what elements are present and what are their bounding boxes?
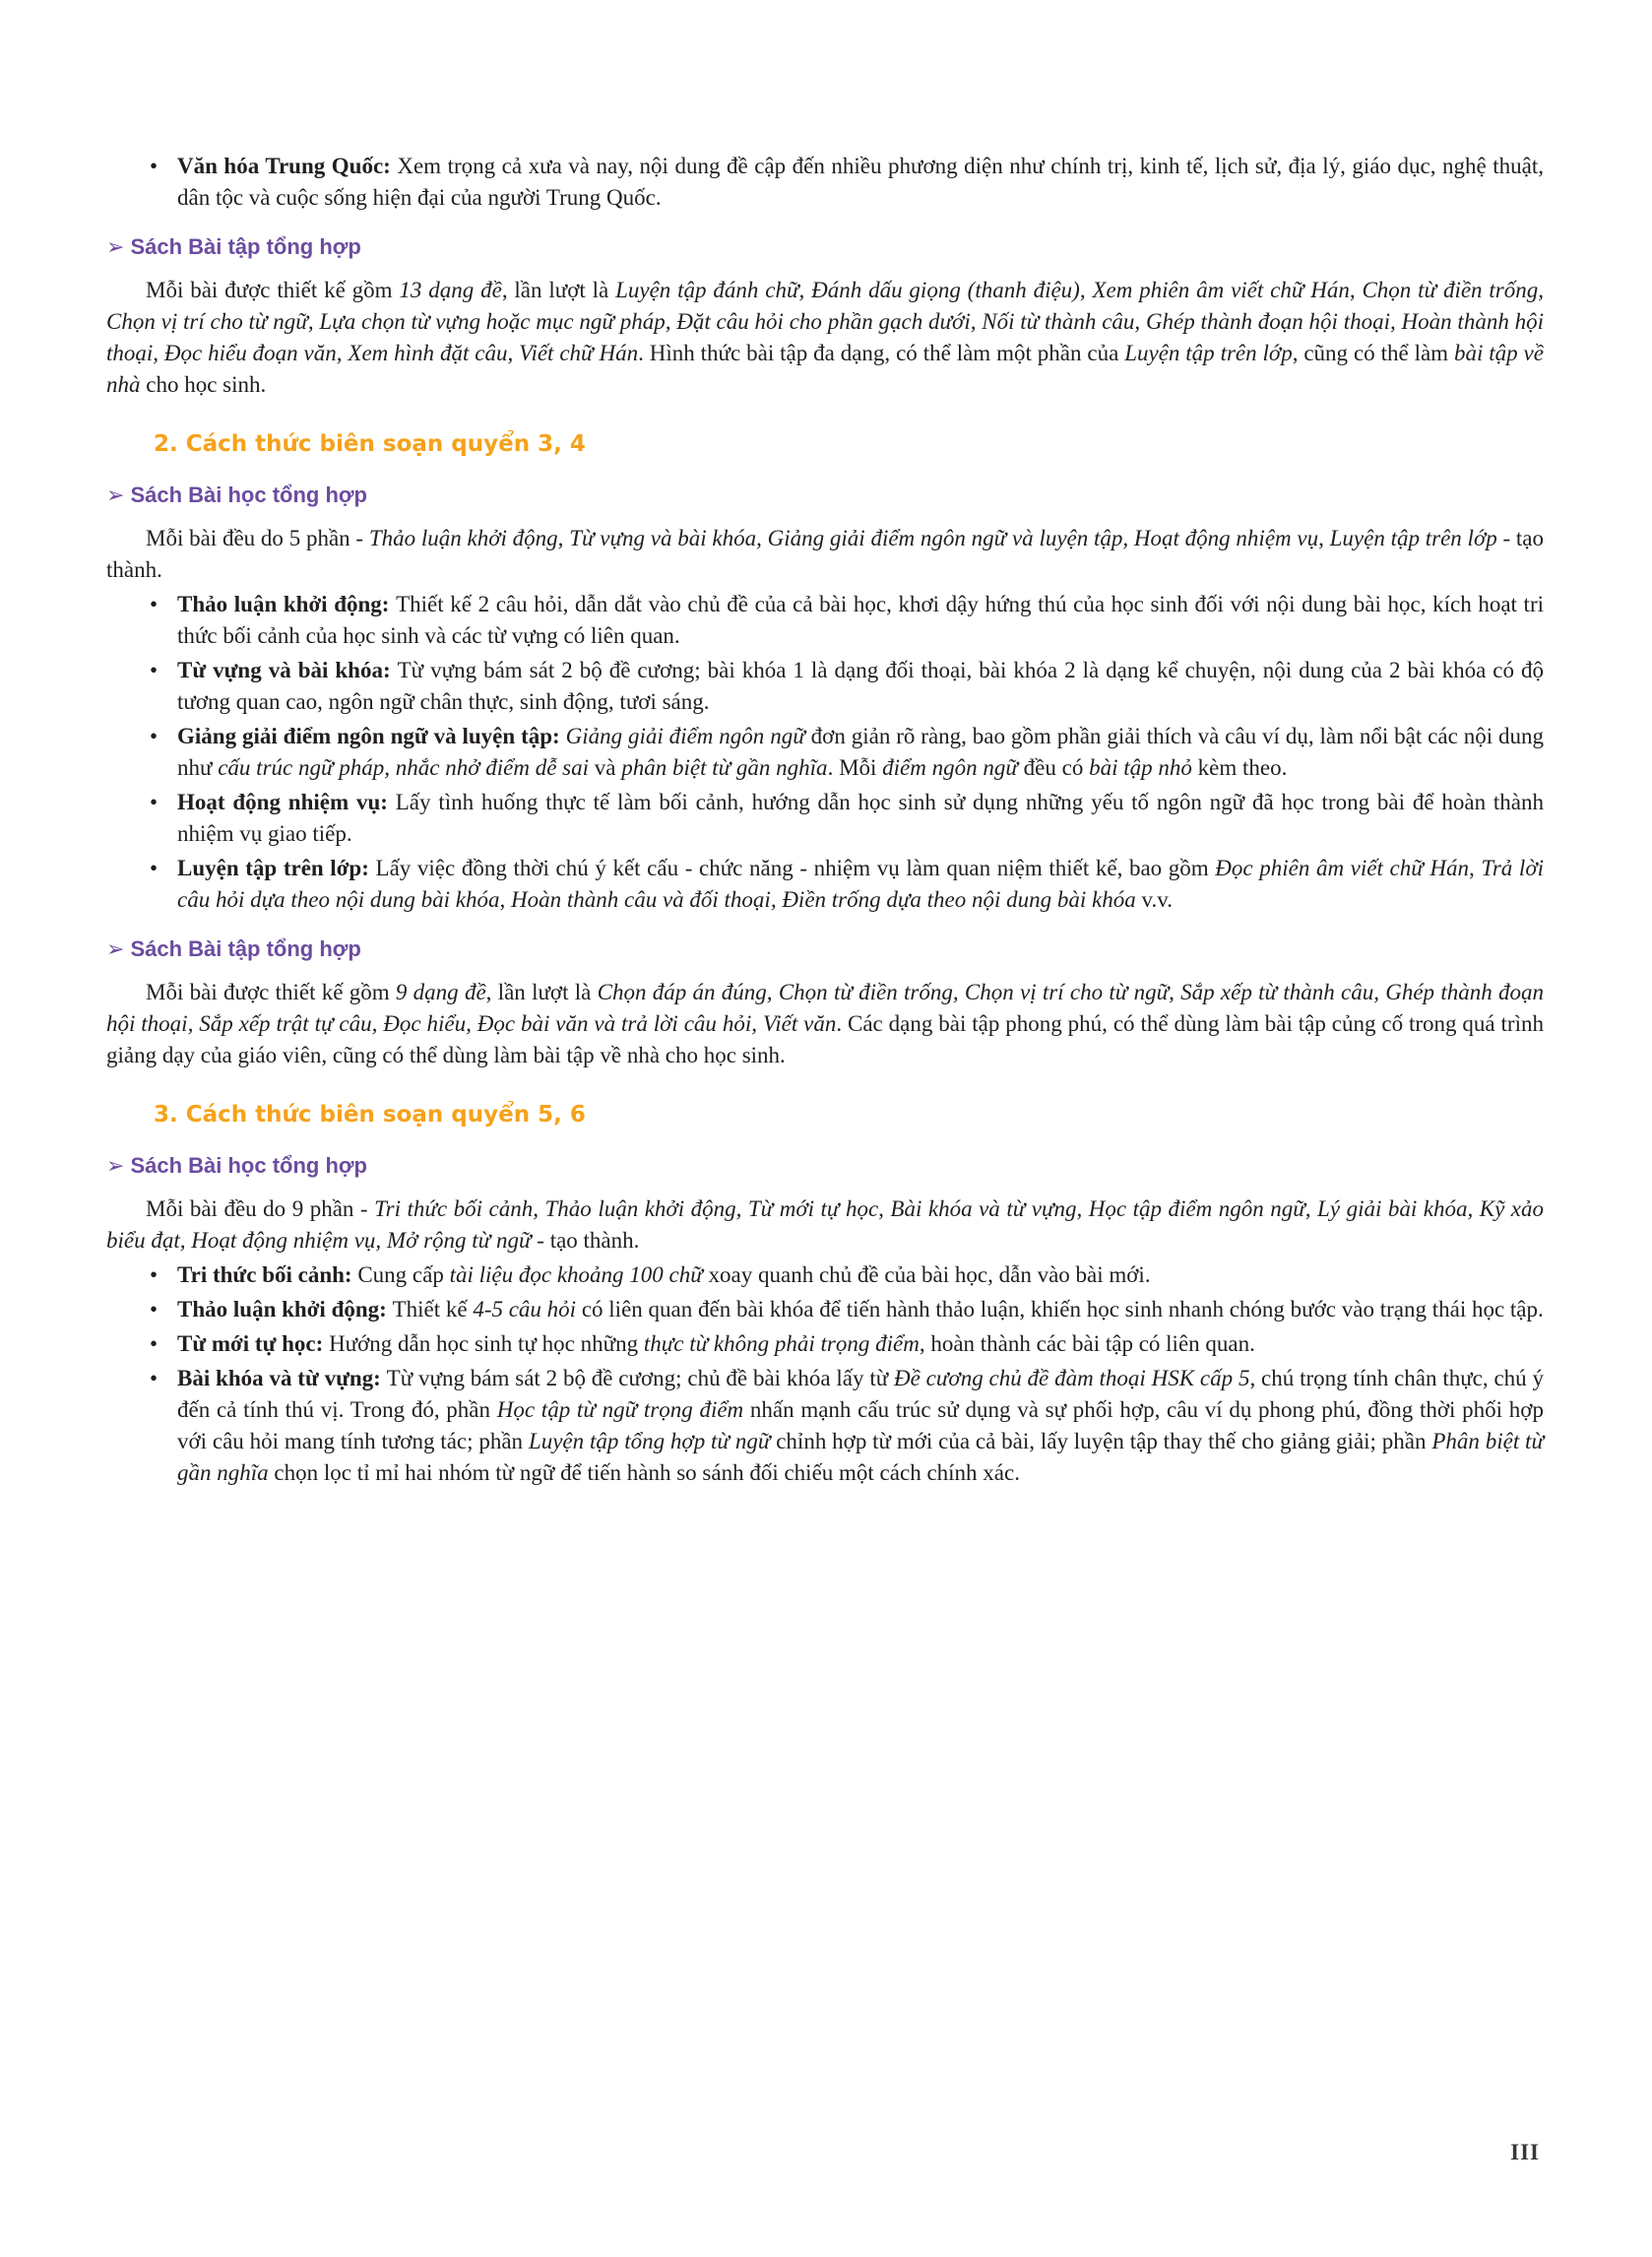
text-segment: Thảo luận khởi động: (177, 592, 397, 616)
document-content (106, 148, 1544, 1492)
text-segment: . Các dạng bài tập phong phú, có thể dùng làm bài tập củng cố trong quá trình giảng dạy của giáo viên, cũng có thể dùng làm bài tập về nhà cho học sinh. (106, 1011, 1544, 1067)
text-segment: Luyện tập trên lớp: (177, 856, 376, 880)
arrow-bullet-icon: ➢ (106, 1153, 125, 1178)
bullet-dot-icon: • (150, 724, 159, 748)
text-segment: Tri thức bối cảnh, Thảo luận khởi động, Từ mới tự học, Bài khóa và từ vựng, Học tập điểm ngôn ngữ, Lý giải bài khóa, Kỹ xảo biểu đạt, Hoạt động nhiệm vụ, Mở rộng từ ngữ (106, 1196, 1545, 1253)
text-segment: Mỗi bài được thiết kế gồm (146, 980, 396, 1004)
section-sach-bai-tap-tong-hop-1 (106, 231, 1544, 263)
bullet-dot-icon: • (150, 154, 159, 178)
text-segment: Cung cấp (357, 1262, 450, 1287)
para-5-phan (106, 523, 1544, 586)
text-segment: Từ mới tự học: (177, 1331, 330, 1356)
text-segment: cho học sinh. (140, 372, 267, 397)
bullet-luyen-tap-tren-lop (106, 853, 1544, 916)
text-segment: bài tập về nhà (106, 341, 1544, 397)
text-segment: Lấy việc đồng thời chú ý kết cấu - chức năng - nhiệm vụ làm quan niệm thiết kế, bao gồm (375, 856, 1216, 880)
bullet-dot-icon: • (150, 856, 159, 880)
text-segment: Luyện tập trên lớp (1124, 341, 1293, 365)
text-segment: Xem trọng cả xưa và nay, nội dung đề cập đến nhiều phương diện như chính trị, kinh tế, lịch sử, địa lý, giáo dục, nghệ thuật, dân tộc và cuộc sống hiện đại của người Trung Quốc. (177, 154, 1544, 210)
text-segment: , hoàn thành các bài tập có liên quan. (919, 1331, 1255, 1356)
text-segment: , lần lượt là (501, 278, 616, 302)
text-segment: tài liệu đọc khoảng 100 chữ (449, 1262, 703, 1287)
text-segment: nhấn mạnh cấu trúc sử dụng và sự phối hợp, câu ví dụ phong phú, đồng thời phối hợp với câu hỏi mang tính tương tác; phần (177, 1397, 1544, 1453)
text-segment: Sách Bài tập tổng hợp (130, 936, 361, 961)
arrow-bullet-icon: ➢ (106, 936, 125, 961)
text-segment: phân biệt từ gần nghĩa (621, 755, 828, 780)
text-segment: cấu trúc ngữ pháp, nhắc nhở điểm dễ sai (218, 755, 590, 780)
text-segment: v.v. (1135, 887, 1174, 912)
text-segment: Luyện tập đánh chữ, Đánh dấu giọng (thanh điệu), Xem phiên âm viết chữ Hán, Chọn từ điền trống, Chọn vị trí cho từ ngữ, Lựa chọn từ vựng hoặc mục ngữ pháp, Đặt câu hỏi cho phần gạch dưới, Nối từ thành câu, Ghép thành đoạn hội thoại, Hoàn thành hội thoại, Đọc hiểu đoạn văn, Xem hình đặt câu, Viết chữ Hán (106, 278, 1544, 365)
arrow-bullet-icon: ➢ (106, 483, 125, 507)
text-segment: Luyện tập tổng hợp từ ngữ (528, 1429, 771, 1453)
text-segment: thực từ không phải trọng điểm (643, 1331, 920, 1356)
text-segment: 9 dạng đề (395, 980, 486, 1004)
text-segment: Sách Bài học tổng hợp (130, 1153, 367, 1178)
bullet-dot-icon: • (150, 1366, 159, 1390)
arrow-bullet-icon: ➢ (106, 234, 125, 259)
text-segment: điểm ngôn ngữ (882, 755, 1018, 780)
text-segment: Từ vựng bám sát 2 bộ đề cương; chủ đề bài khóa lấy từ (386, 1366, 895, 1390)
text-segment: 2. Cách thức biên soạn quyển 3, 4 (154, 431, 586, 457)
text-segment: 4-5 câu hỏi (473, 1297, 577, 1322)
section-sach-bai-hoc-tong-hop-2 (106, 1150, 1544, 1182)
bullet-dot-icon: • (150, 1331, 159, 1356)
text-segment: Lấy tình huống thực tế làm bối cảnh, hướng dẫn học sinh sử dụng những yếu tố ngôn ngữ đã học trong bài để hoàn thành nhiệm vụ giao tiếp. (177, 790, 1544, 846)
section-sach-bai-hoc-tong-hop-1 (106, 480, 1544, 511)
para-9-phan (106, 1193, 1544, 1257)
bullet-dot-icon: • (150, 592, 159, 616)
text-segment: Đọc phiên âm viết chữ Hán, Trả lời câu hỏi dựa theo nội dung bài khóa, Hoàn thành câu và đối thoại, Điền trống dựa theo nội dung bài khóa (177, 856, 1544, 912)
text-segment: , lần lượt là (485, 980, 598, 1004)
bullet-dot-icon: • (150, 1297, 159, 1322)
text-segment: đều có (1017, 755, 1090, 780)
text-segment: kèm theo. (1191, 755, 1288, 780)
text-segment: Tri thức bối cảnh: (177, 1262, 358, 1287)
text-segment: Thiết kế (392, 1297, 474, 1322)
text-segment: Sách Bài học tổng hợp (130, 483, 367, 507)
text-segment: Bài khóa và từ vựng: (177, 1366, 387, 1390)
text-segment: Mỗi bài đều do 9 phần - (146, 1196, 375, 1221)
text-segment: Mỗi bài đều do 5 phần - (146, 526, 369, 550)
text-segment: 3. Cách thức biên soạn quyển 5, 6 (154, 1102, 586, 1128)
intro-bullet-van-hoa-trung-quoc (106, 151, 1544, 214)
text-segment: Giảng giải điểm ngôn ngữ (565, 724, 805, 748)
bullet-dot-icon: • (150, 790, 159, 814)
bullet-tu-moi-tu-hoc (106, 1328, 1544, 1360)
bullet-dot-icon: • (150, 1262, 159, 1287)
text-segment: Mỗi bài được thiết kế gồm (146, 278, 400, 302)
text-segment: chỉnh hợp từ mới của cả bài, lấy luyện tập thay thế cho giảng giải; phần (770, 1429, 1432, 1453)
text-segment: - tạo thành. (106, 526, 1544, 582)
bullet-tri-thuc-boi-canh (106, 1259, 1544, 1291)
text-segment: Phân biệt từ gần nghĩa (177, 1429, 1544, 1485)
text-segment: Thiết kế 2 câu hỏi, dẫn dắt vào chủ đề của cả bài học, khơi dậy hứng thú của học sinh đối với nội dung bài học, kích hoạt tri thức bối cảnh của học sinh và các từ vựng có liên quan. (177, 592, 1544, 648)
text-segment: - tạo thành. (531, 1228, 640, 1253)
text-segment: . Mỗi (827, 755, 883, 780)
text-segment: Học tập từ ngữ trọng điểm (496, 1397, 744, 1422)
bullet-dot-icon: • (150, 658, 159, 682)
heading-cach-thuc-bien-soan-quyen-3-4 (106, 428, 1544, 460)
page-number: III (1510, 2140, 1540, 2164)
bullet-giang-giai-diem-ngon-ngu (106, 721, 1544, 784)
text-segment: Văn hóa Trung Quốc: (177, 154, 398, 178)
text-segment: Sách Bài tập tổng hợp (130, 234, 361, 259)
text-segment: Thảo luận khởi động, Từ vựng và bài khóa, Giảng giải điểm ngôn ngữ và luyện tập, Hoạt động nhiệm vụ, Luyện tập trên lớp (368, 526, 1497, 550)
text-segment: , chú trọng tính chân thực, chú ý đến cả tính thú vị. Trong đó, phần (177, 1366, 1544, 1422)
bullet-thao-luan-khoi-dong-2 (106, 1294, 1544, 1325)
text-segment: . Hình thức bài tập đa dạng, có thể làm một phần của (638, 341, 1125, 365)
text-segment: và (589, 755, 622, 780)
text-segment: Từ vựng bám sát 2 bộ đề cương; bài khóa 1 là dạng đối thoại, bài khóa 2 là dạng kể chuyện, nội dung của 2 bài khóa có độ tương quan cao, ngôn ngữ chân thực, sinh động, tươi sáng. (177, 658, 1544, 714)
text-segment: Thảo luận khởi động: (177, 1297, 393, 1322)
text-segment: Hướng dẫn học sinh tự học những (329, 1331, 644, 1356)
text-segment: có liên quan đến bài khóa để tiến hành thảo luận, khiến học sinh nhanh chóng bước vào trạng thái học tập. (576, 1297, 1544, 1322)
heading-cach-thuc-bien-soan-quyen-5-6 (106, 1099, 1544, 1130)
text-segment: đơn giản rõ ràng, bao gồm phần giải thích và câu ví dụ, làm nổi bật các nội dung như (177, 724, 1544, 780)
text-segment: xoay quanh chủ đề của bài học, dẫn vào bài mới. (702, 1262, 1151, 1287)
para-13-dang-de (106, 275, 1544, 401)
text-segment: Chọn đáp án đúng, Chọn từ điền trống, Chọn vị trí cho từ ngữ, Sắp xếp từ thành câu, Ghép thành đoạn hội thoại, Sắp xếp trật tự câu, Đọc hiểu, Đọc bài văn và trả lời câu hỏi, Viết văn (106, 980, 1544, 1036)
text-segment: Đề cương chủ đề đàm thoại HSK cấp 5 (894, 1366, 1250, 1390)
text-segment: Từ vựng và bài khóa: (177, 658, 398, 682)
text-segment: chọn lọc tỉ mỉ hai nhóm từ ngữ để tiến hành so sánh đối chiếu một cách chính xác. (268, 1460, 1020, 1485)
text-segment: Hoạt động nhiệm vụ: (177, 790, 396, 814)
section-sach-bai-tap-tong-hop-2 (106, 934, 1544, 965)
bullet-bai-khoa-va-tu-vung (106, 1363, 1544, 1489)
text-segment: Giảng giải điểm ngôn ngữ và luyện tập: (177, 724, 566, 748)
text-segment: bài tập nhỏ (1089, 755, 1192, 780)
bullet-thao-luan-khoi-dong-1 (106, 589, 1544, 652)
para-9-dang-de (106, 977, 1544, 1071)
bullet-tu-vung-va-bai-khoa (106, 655, 1544, 718)
text-segment: , cũng có thể làm (1292, 341, 1454, 365)
text-segment: 13 dạng đề (399, 278, 502, 302)
bullet-hoat-dong-nhiem-vu (106, 787, 1544, 850)
